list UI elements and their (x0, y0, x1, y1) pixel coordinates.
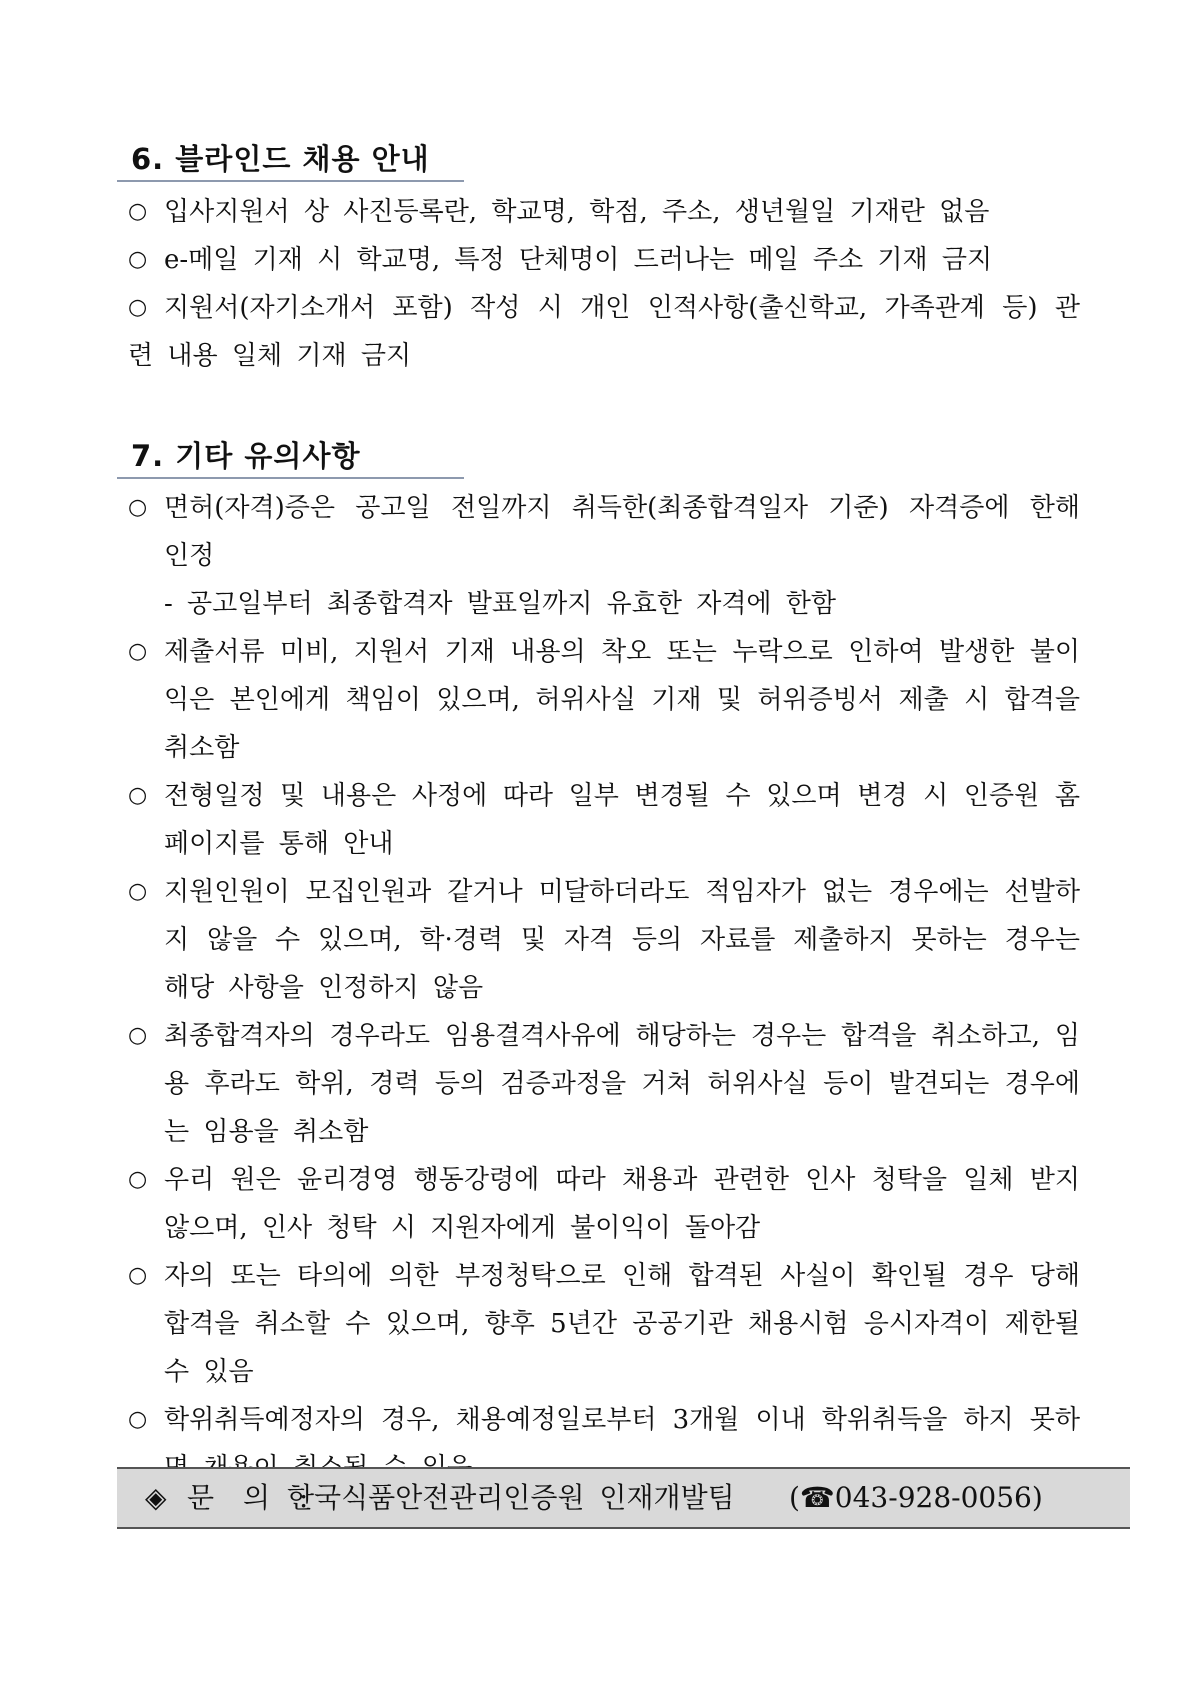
diamond-bullet-icon: ◈ (145, 1481, 167, 1514)
list-item (128, 1156, 1080, 1252)
contact-phone: (☎043-928-0056) (789, 1481, 1043, 1514)
circle-bullet-icon: ○ (128, 495, 148, 520)
circle-bullet-icon: ○ (128, 1407, 148, 1432)
contact-box (117, 1467, 1130, 1529)
circle-bullet-icon: ○ (128, 199, 148, 224)
list-item (128, 484, 1080, 628)
list-item (128, 188, 1080, 236)
section-6-title-underline (117, 180, 464, 182)
circle-bullet-icon: ○ (128, 247, 148, 272)
list-item (128, 284, 1080, 380)
list-item (128, 1252, 1080, 1396)
list-item-text: 최종합격자의 경우라도 임용결격사유에 해당하는 경우는 합격을 취소하고, 임용 후라도 학위, 경력 등의 검증과정을 거쳐 허위사실 등이 발견되는 경우에는 임용을 취소함 (164, 1021, 1080, 1147)
list-item-text: e-메일 기재 시 학교명, 특정 단체명이 드러나는 메일 주소 기재 금지 (164, 245, 993, 275)
circle-bullet-icon: ○ (128, 879, 148, 904)
section-6-title: 6. 블라인드 채용 안내 (131, 142, 430, 176)
circle-bullet-icon: ○ (128, 1167, 148, 1192)
section-6-list (128, 188, 1080, 380)
list-item (128, 868, 1080, 1012)
circle-bullet-icon: ○ (128, 783, 148, 808)
circle-bullet-icon: ○ (128, 1023, 148, 1048)
circle-bullet-icon: ○ (128, 639, 148, 664)
list-item-text: 우리 원은 윤리경영 행동강령에 따라 채용과 관련한 인사 청탁을 일체 받지 않으며, 인사 청탁 시 지원자에게 불이익이 돌아감 (164, 1165, 1080, 1243)
section-7-title: 7. 기타 유의사항 (131, 439, 361, 473)
contact-label: 문 의 : (187, 1481, 319, 1514)
list-item-text: 지원서(자기소개서 포함) 작성 시 개인 인적사항(출신학교, 가족관계 등) 관련 내용 일체 기재 금지 (128, 293, 1080, 371)
contact-organization: 한국식품안전관리인증원 인재개발팀 (287, 1481, 735, 1514)
circle-bullet-icon: ○ (128, 295, 148, 320)
list-item-text: 전형일정 및 내용은 사정에 따라 일부 변경될 수 있으며 변경 시 인증원 홈페이지를 통해 안내 (164, 781, 1080, 859)
list-item-subnote: - 공고일부터 최종합격자 발표일까지 유효한 자격에 한함 (164, 589, 837, 619)
list-item (128, 772, 1080, 868)
list-item (128, 628, 1080, 772)
list-item-text: 지원인원이 모집인원과 같거나 미달하더라도 적임자가 없는 경우에는 선발하지 않을 수 있으며, 학·경력 및 자격 등의 자료를 제출하지 못하는 경우는 해당 사항을 인정하지 않음 (164, 877, 1080, 1003)
list-item-text: 입사지원서 상 사진등록란, 학교명, 학점, 주소, 생년월일 기재란 없음 (164, 197, 990, 227)
list-item-text: 제출서류 미비, 지원서 기재 내용의 착오 또는 누락으로 인하여 발생한 불이익은 본인에게 책임이 있으며, 허위사실 기재 및 허위증빙서 제출 시 합격을 취소함 (164, 637, 1080, 763)
section-7-list (128, 484, 1080, 1492)
circle-bullet-icon: ○ (128, 1263, 148, 1288)
list-item-text: 면허(자격)증은 공고일 전일까지 취득한(최종합격일자 기준) 자격증에 한해 인정 (164, 493, 1080, 571)
list-item-text: 자의 또는 타의에 의한 부정청탁으로 인해 합격된 사실이 확인될 경우 당해 합격을 취소할 수 있으며, 향후 5년간 공공기관 채용시험 응시자격이 제한될 수 있음 (164, 1261, 1080, 1387)
section-7-title-underline (117, 477, 464, 479)
list-item (128, 1012, 1080, 1156)
list-item (128, 236, 1080, 284)
list-item-text: 학위취득예정자의 경우, 채용예정일로부터 3개월 이내 학위취득을 하지 못하 (164, 1405, 1080, 1435)
